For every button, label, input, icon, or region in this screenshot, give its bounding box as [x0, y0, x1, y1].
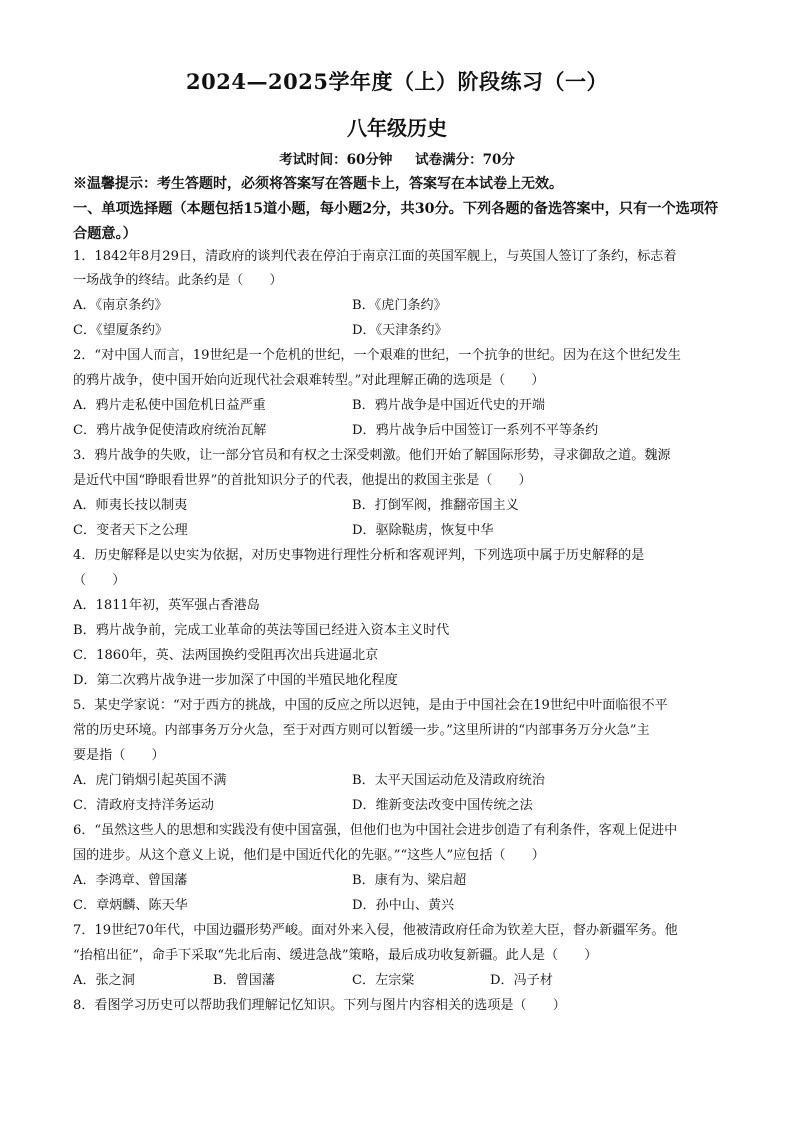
question-3-option-b: B．打倒军阀，推翻帝国主义	[352, 498, 519, 513]
question-2-option-b: B．鸦片战争是中国近代史的开端	[352, 398, 545, 413]
question-2-option-c: C．鸦片战争促使清政府统治瓦解	[73, 423, 267, 438]
question-7-option-a: A．张之洞	[73, 973, 135, 988]
question-1-option-a: A．《南京条约》	[73, 298, 168, 313]
question-2-option-a: A．鸦片走私使中国危机日益严重	[73, 398, 266, 413]
question-5-text-line1: 5．某史学家说：“对于西方的挑战，中国的反应之所以迟钝，是由于中国社会在19世纪中叶面临很不平	[73, 698, 668, 713]
question-4-text-line1: 4．历史解释是以史实为依据，对历史事物进行理性分析和客观评判，下列选项中属于历史解释的是	[73, 548, 645, 563]
question-1-option-d: D．《天津条约》	[352, 323, 448, 338]
question-6-option-a: A．李鸿章、曾国藩	[73, 873, 188, 888]
question-2-text-line1: 2．“对中国人而言，19世纪是一个危机的世纪，一个艰难的世纪，一个抗争的世纪。因为在这个世纪发生	[73, 348, 681, 363]
question-4-option-d: D．第二次鸦片战争进一步加深了中国的半殖民地化程度	[73, 673, 398, 688]
question-1-text-line2: 一场战争的终结。此条约是（ ）	[73, 273, 283, 288]
question-8-text-line1: 8．看图学习历史可以帮助我们理解记忆知识。下列与图片内容相关的选项是（ ）	[73, 998, 566, 1013]
question-3-text-line2: 是近代中国“睁眼看世界”的首批知识分子的代表，他提出的救国主张是（ ）	[73, 473, 532, 488]
question-3-text-line1: 3．鸦片战争的失败，让一部分官员和有权之士深受刺激。他们开始了解国际形势，寻求御敌之道。魏源	[73, 448, 671, 463]
question-7-option-d: D．冯子材	[490, 973, 553, 988]
question-7-text-line1: 7．19世纪70年代，中国边疆形势严峻。面对外来入侵，他被清政府任命为钦差大臣，督办新疆军务。他	[73, 923, 678, 938]
question-6-option-d: D．孙中山、黄兴	[352, 898, 455, 913]
question-1-option-b: B．《虎门条约》	[352, 298, 447, 313]
question-4-option-b: B．鸦片战争前，完成工业革命的英法等国已经进入资本主义时代	[73, 623, 450, 638]
question-3-option-a: A．师夷长技以制夷	[73, 498, 188, 513]
question-2-option-d: D．鸦片战争后中国签订一系列不平等条约	[352, 423, 599, 438]
question-3-option-d: D．驱除鞑虏，恢复中华	[352, 523, 494, 538]
exam-time: 考试时间：60分钟	[279, 152, 393, 168]
question-5-text-line3: 要是指（ ）	[73, 748, 165, 763]
section-heading: 一、单项选择题（本题包括15道小题，每小题2分，共30分。下列各题的备选答案中，只有一个选项符合题意。）	[73, 201, 719, 242]
question-4-text-line2: （ ）	[73, 573, 126, 588]
question-5-option-a: A．虎门销烟引起英国不满	[73, 773, 227, 788]
question-7-text-line2: “抬棺出征”，命手下采取“先北后南、缓进急战”策略，最后成功收复新疆。此人是（ ）	[73, 948, 598, 963]
question-6-text-line2: 国的进步。从这个意义上说，他们是中国近代化的先驱。”“这些人”应包括（ ）	[73, 848, 545, 863]
full-score: 试卷满分：70分	[415, 152, 515, 168]
question-1-text-line1: 1．1842年8月29日，清政府的谈判代表在停泊于南京江面的英国军舰上，与英国人签订了条约，标志着	[73, 249, 677, 264]
question-7-option-c: C．左宗棠	[352, 973, 415, 988]
question-5-option-d: D．维新变法改变中国传统之法	[352, 798, 533, 813]
question-5-option-c: C．清政府支持洋务运动	[73, 798, 214, 813]
question-5-text-line2: 常的历史环境。内部事务万分火急，至于对西方则可以暂缓一步。”这里所讲的“内部事务万分火急”主	[73, 723, 650, 738]
exam-title: 2024—2025学年度（上）阶段练习（一）	[186, 69, 608, 94]
question-5-option-b: B．太平天国运动危及清政府统治	[352, 773, 545, 788]
question-2-text-line2: 的鸦片战争，使中国开始向近现代社会艰难转型。”对此理解正确的选项是（ ）	[73, 373, 545, 388]
exam-subtitle: 八年级历史	[347, 116, 447, 140]
question-6-text-line1: 6．“虽然这些人的思想和实践没有使中国富强，但他们也为中国社会进步创造了有利条件，客观上促进中	[73, 823, 678, 838]
notice: ※温馨提示：考生答题时，必须将答案写在答题卡上，答案写在本试卷上无效。	[73, 176, 563, 192]
question-4-option-a: A．1811年初，英军强占香港岛	[73, 598, 260, 613]
question-4-option-c: C．1860年，英、法两国换约受阻再次出兵进逼北京	[73, 648, 379, 663]
exam-meta	[0, 148, 794, 168]
question-3-option-c: C．变者天下之公理	[73, 523, 188, 538]
question-1-option-c: C．《望厦条约》	[73, 323, 169, 338]
question-7-option-b: B．曾国藩	[213, 973, 275, 988]
question-6-option-b: B．康有为、梁启超	[352, 873, 467, 888]
question-6-option-c: C．章炳麟、陈天华	[73, 898, 188, 913]
